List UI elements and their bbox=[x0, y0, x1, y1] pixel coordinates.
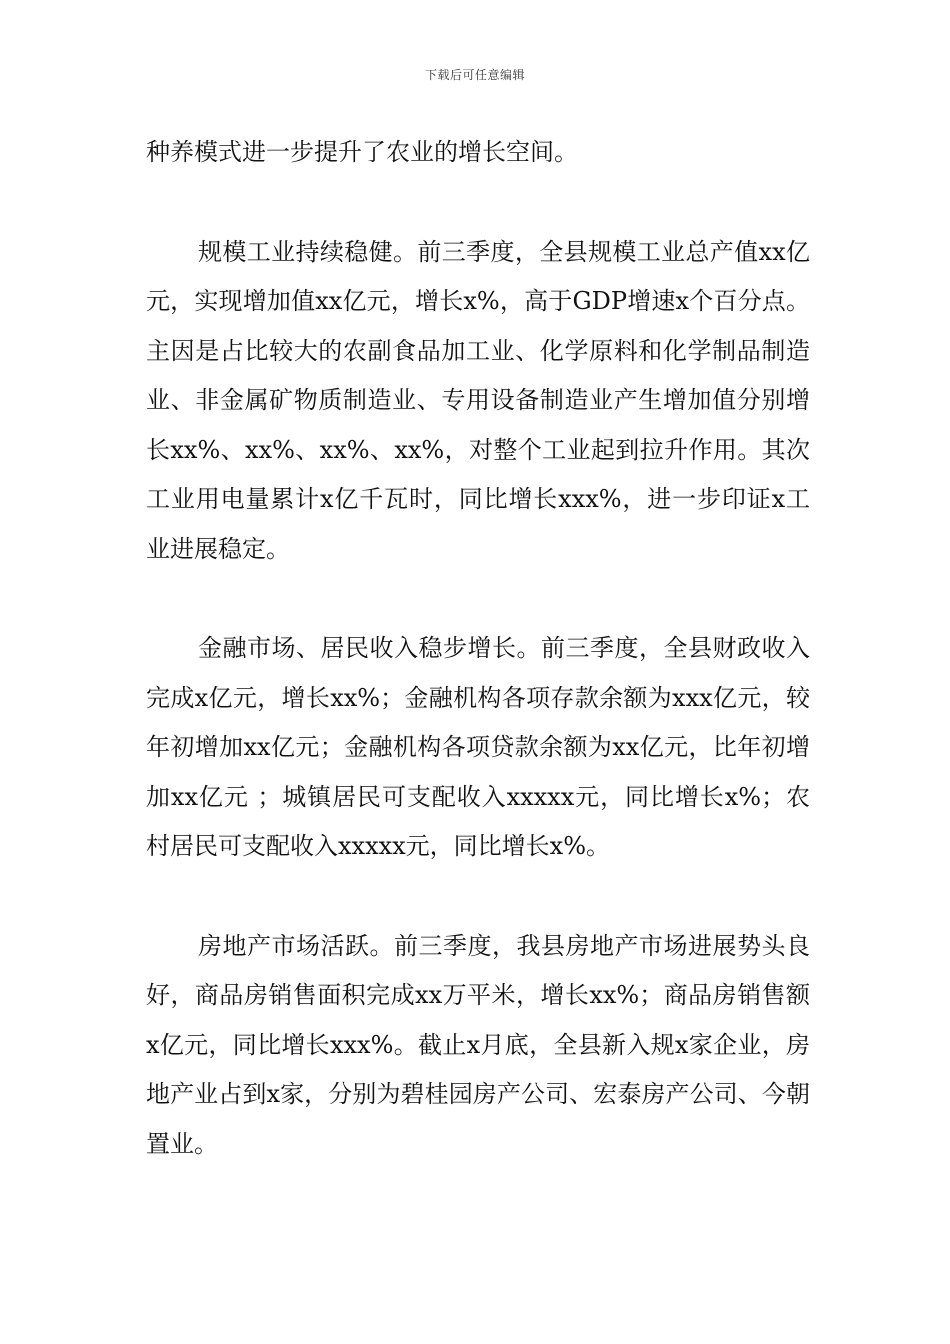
paragraph-industry: 规模工业持续稳健。前三季度，全县规模工业总产值xx亿元，实现增加值xx亿元，增长x%，高于GDP增速x个百分点。主因是占比较大的农副食品加工业、化学原料和化学制品制造业、非金属矿物质制造业、专用设备制造业产生增加值分别增长xx%、xx%、xx%、xx%，对整个工业起到拉升作用。其次工业用电量累计x亿千瓦时，同比增长xxx%，进一步印证x工业进展稳定。 bbox=[146, 237, 810, 563]
document-body bbox=[146, 128, 810, 1169]
paragraph-real-estate: 房地产市场活跃。前三季度，我县房地产市场进展势头良好，商品房销售面积完成xx万平米，增长xx%；商品房销售额x亿元，同比增长xxx%。截止x月底，全县新入规x家企业，房地产业占到x家，分别为碧桂园房产公司、宏泰房产公司、今朝置业。 bbox=[146, 931, 810, 1158]
paragraph-finance-income: 金融市场、居民收入稳步增长。前三季度，全县财政收入完成x亿元，增长xx%；金融机构各项存款余额为xxx亿元，较年初增加xx亿元；金融机构各项贷款余额为xx亿元，比年初增加xx亿元 ；城镇居民可支配收入xxxxx元，同比增长x%；农村居民可支配收入xxxxx元，同比增长x%。 bbox=[146, 634, 810, 860]
header-note: 下载后可任意编辑 bbox=[424, 68, 525, 82]
paragraph-continuation: 种养模式进一步提升了农业的增长空间。 bbox=[146, 138, 578, 166]
